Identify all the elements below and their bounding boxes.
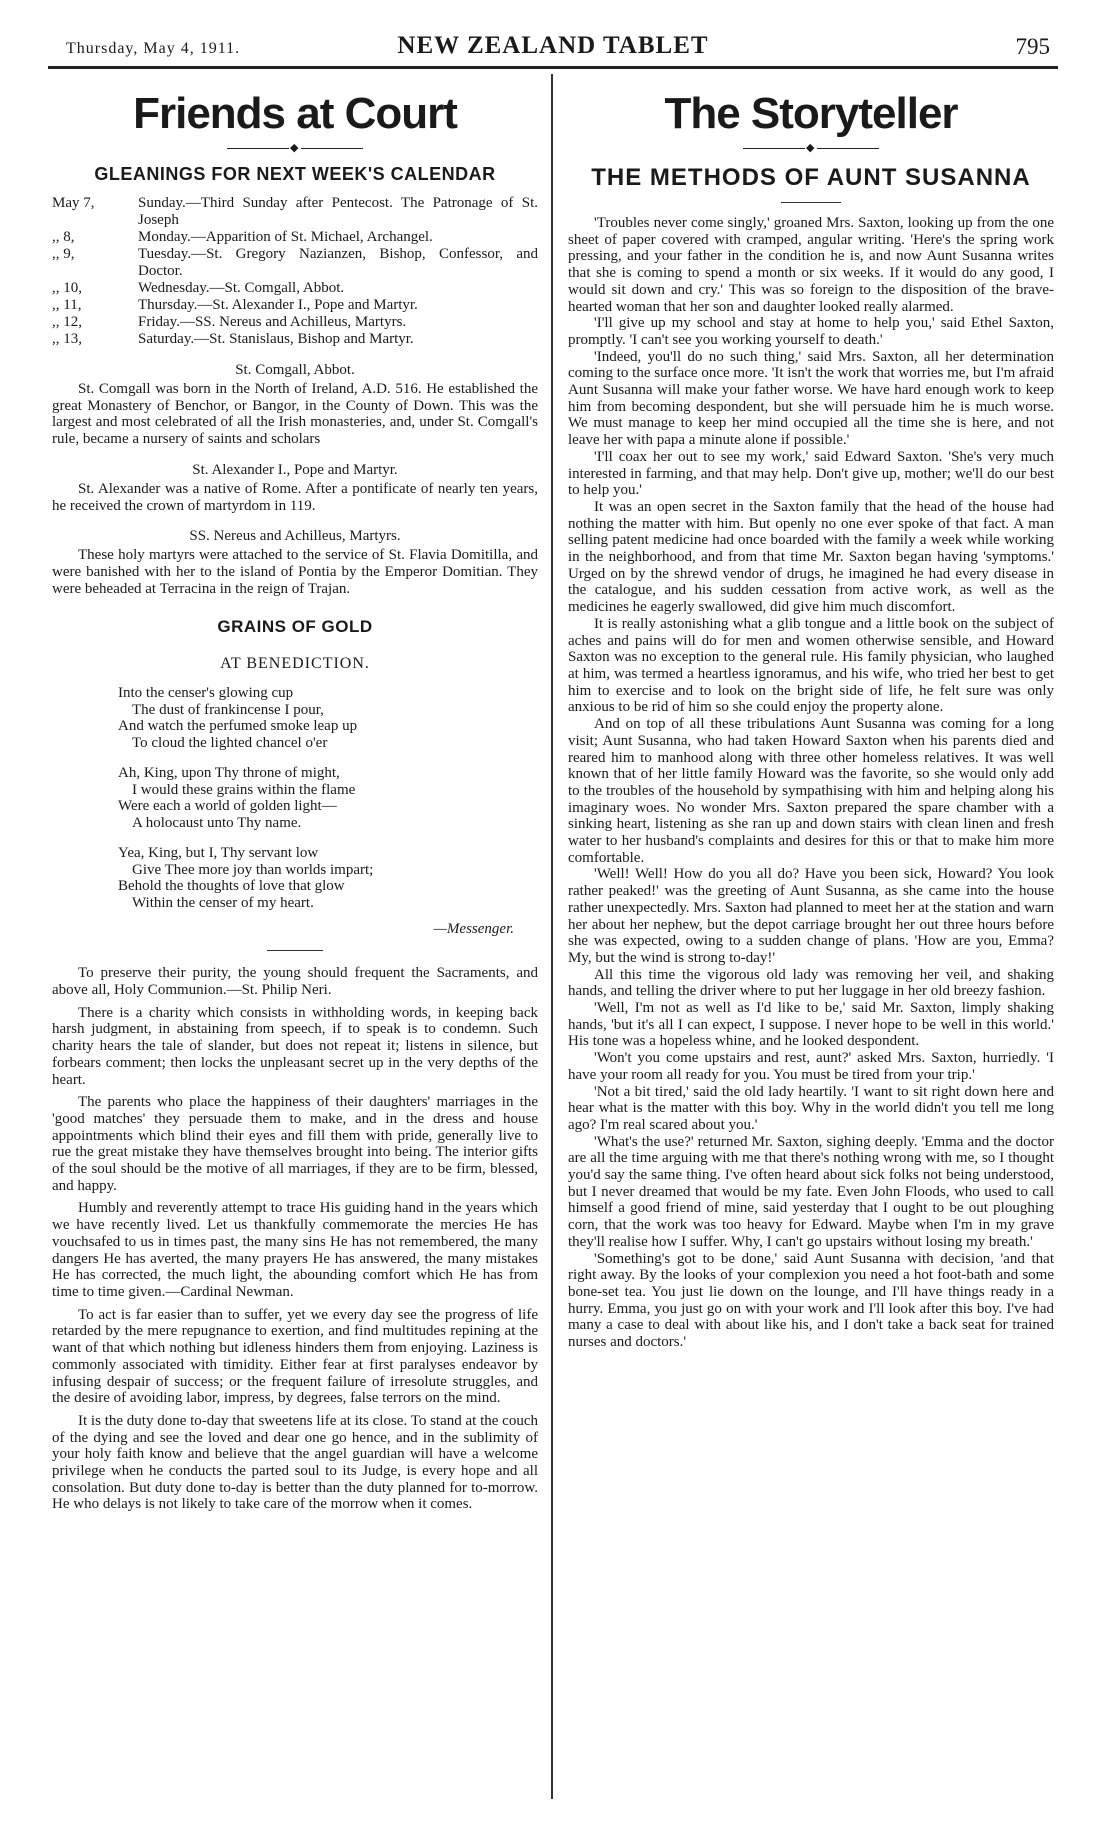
ornament-divider: ◆ — [568, 142, 1054, 156]
page-header — [48, 28, 1058, 68]
saint-title: St. Comgall, Abbot. — [235, 362, 355, 378]
calendar-list — [52, 195, 538, 348]
article-paragraph: To act is far easier than to suffer, yet we every day see the progress of life retarded by the mere repugnance to exertion, and find multitudes repining at the want of that which nothing but idleness hinders them from enjoying. Laziness is commonly associated with timidity. Either fear at first paralyses endeavor by infusing despair of success; or the frequent failure of irresolute struggles, and the desire of avoiding labor, impress, by degrees, false terrors on the mind. — [52, 1306, 538, 1407]
story-paragraph: And on top of all these tribulations Aunt Susanna was coming for a long visit; Aunt Susanna, who had taken Howard Saxton when his parents died and reared him to manhood along with three other homeless relatives. It was well known that of her little family Howard was the favorite, so she would only add to the troubles of the household by sympathising with him and helping along his imaginary woes. No wonder Mrs. Saxton prepared the spare chamber with a sinking heart, listening as she ran up and down stairs with clean linen and fresh water to her husband's complaints and desires for this or that to make him more comfortable. — [568, 716, 1054, 866]
section-rule — [267, 950, 323, 951]
page-number: 795 — [1015, 34, 1050, 59]
calendar-text: Friday.—SS. Nereus and Achilleus, Martyrs. — [138, 314, 407, 330]
poem-line: I would these grains within the flame — [132, 781, 356, 798]
story-paragraph: It was an open secret in the Saxton family that the head of the house had nothing the matter with him. But openly no one ever spoke of that fact. A man selling patent medicine had once boarded with the family a week while working in the neighborhood, and from that time Mr. Saxton began having 'symptoms.' Urged on by the shrewd vendor of drugs, he imagined he had every disease in the catalogue, and his sudden cessation from active work, as well as the medicines he eagerly swallowed, did give him much discomfort. — [568, 498, 1054, 616]
poem-stanza — [118, 685, 538, 751]
issue-date: Thursday, May 4, 1911. — [66, 40, 241, 57]
calendar-text: Saturday.—St. Stanislaus, Bishop and Martyr. — [138, 331, 414, 347]
article-paragraph: The parents who place the happiness of their daughters' marriages in the 'good matches' they persuade them to make, and in the dress and house appointments which blind their eyes and fill them with pride, generally live to rue the great mistake they have themselves brought into being. The interior gifts of the soul should be the motive of all marriages, if they are to be firm, blessed, and happy. — [52, 1094, 538, 1194]
story-paragraph: It is really astonishing what a glib tongue and a little book on the subject of aches and pains will do for men and women otherwise sensible, and Howard Saxton was no exception to the general rule. His family physician, who laughed at him, was termed a heartless ignoramus, and his wife, who tried her best to get him to exercise and to look on the bright side of life, he felt sure was only anxious to be rid of him so she could enjoy the property alone. — [568, 615, 1054, 716]
calendar-row — [52, 297, 538, 314]
calendar-row — [52, 331, 538, 348]
saint-text: St. Comgall was born in the North of Ireland, A.D. 516. He established the great Monastery of Benchor, or Bangor, in the County of Down. This was the largest and most celebrated of all the Irish monasteries, and, under St. Comgall's rule, became a nursery of saints and scholars — [52, 381, 538, 448]
poem-line: And watch the perfumed smoke leap up — [118, 718, 358, 735]
story-paragraph: 'Indeed, you'll do no such thing,' said Mrs. Saxton, all her determination coming to the surface once more. 'It isn't the work that worries me, but I'm afraid Aunt Susanna will make your father worse. We have hard enough work to keep him from becoming despondent, but she will persuade him he is much worse. We must manage to keep her mind occupied all the time she is here, and not leave her with papa a minute alone if possible.' — [568, 348, 1054, 449]
poem-line: A holocaust unto Thy name. — [132, 814, 302, 831]
calendar-row — [52, 246, 538, 280]
calendar-row — [52, 280, 538, 297]
column-divider — [551, 74, 553, 1799]
column-heading-friends-at-court: Friends at Court — [133, 89, 457, 138]
calendar-subheading: GLEANINGS FOR NEXT WEEK'S CALENDAR — [94, 164, 496, 184]
saint-title: SS. Nereus and Achilleus, Martyrs. — [189, 528, 401, 545]
calendar-date: ,, 13, — [52, 331, 82, 347]
poem-title: AT BENEDICTION. — [220, 655, 370, 673]
story-paragraph: All this time the vigorous old lady was removing her veil, and shaking hands, and telling the driver where to put her luggage in her old breezy fashion. — [568, 966, 1054, 1000]
article-paragraph: Humbly and reverently attempt to trace His guiding hand in the years which we have recently lived. Let us thankfully commemorate the mercies He has vouchsafed to us in times past, the many sins He has not remembered, the many dangers He has averted, the many prayers He has answered, the many mistakes He has corrected, the much light, the abounding comfort which He has from time to time given.—Cardinal Newman. — [52, 1200, 538, 1300]
calendar-text: Monday.—Apparition of St. Michael, Archangel. — [138, 229, 433, 245]
story-paragraph: 'What's the use?' returned Mr. Saxton, sighing deeply. 'Emma and the doctor are all the time arguing with me that there's nothing wrong with me, so I thought you'd say the same thing. I've often heard about sick folks not being understood, but I never dreamed that would be my fate. Even John Floods, who used to call himself a good friend of mine, said yesterday that I ought to be out ploughing corn, that the work was too heavy for Edward. Maybe when I'm in my grave they'll realise how I suffer. Why, I can't go upstairs without losing my breath.' — [568, 1133, 1054, 1250]
calendar-date: ,, 10, — [52, 280, 82, 296]
calendar-text: Sunday.—Third Sunday after Pentecost. The Patronage of St. Joseph — [138, 195, 538, 228]
article-paragraph: There is a charity which consists in withholding words, in keeping back harsh judgment, in abstaining from speech, if to speak is to condemn. Such charity hears the tale of slander, but does not repeat it; listens in silence, but forbears comment; then locks the unpleasant secret up in the very depths of the heart. — [52, 1004, 538, 1088]
saint-text: These holy martyrs were attached to the service of St. Flavia Domitilla, and were banished with her to the island of Pontia by the Emperor Domitian. They were beheaded at Terracina in the reign of Trajan. — [52, 547, 538, 597]
calendar-text: Tuesday.—St. Gregory Nazianzen, Bishop, Confessor, and Doctor. — [138, 246, 538, 279]
story-paragraph: 'I'll coax her out to see my work,' said Edward Saxton. 'She's very much interested in farming, and that may help. Don't give up, mother; we'll do our best to help you.' — [568, 448, 1054, 499]
poem-line: Behold the thoughts of love that glow — [118, 878, 345, 895]
poem-signature: —Messenger. — [433, 921, 514, 938]
story-title: THE METHODS OF AUNT SUSANNA — [591, 164, 1031, 191]
poem-line: Give Thee more joy than worlds impart; — [132, 861, 374, 878]
poem-stanza — [118, 845, 538, 911]
saint-text: St. Alexander was a native of Rome. After a pontificate of nearly ten years, he received the crown of martyrdom in 119. — [52, 480, 538, 514]
calendar-date: May 7, — [52, 195, 95, 211]
calendar-date: ,, 8, — [52, 229, 75, 245]
calendar-row — [52, 314, 538, 331]
poem-line: The dust of frankincense I pour, — [132, 701, 324, 718]
poem-line: Into the censer's glowing cup — [118, 685, 294, 702]
story-paragraph: 'Not a bit tired,' said the old lady heartily. 'I want to sit right down here and hear what is the matter with this boy. Why in the world didn't you tell me long ago? I'm real scared about you.' — [568, 1083, 1054, 1133]
story-paragraph: 'I'll give up my school and stay at home to help you,' said Ethel Saxton, promptly. 'I can't see you working yourself to death.' — [568, 315, 1054, 348]
newspaper-title: NEW ZEALAND TABLET — [397, 32, 709, 59]
calendar-row — [52, 229, 538, 246]
story-paragraph: 'Troubles never come singly,' groaned Mrs. Saxton, looking up from the one sheet of paper covered with cramped, angular writing. 'Here's the spring work pressing, and your father in the condition he is, and now Aunt Susanna writes that she is coming to spend a month or six weeks. If it would do any good, I would sit down and cry.' This was so foreign to the disposition of the brave-hearted woman that her son and daughter looked really alarmed. — [568, 215, 1054, 315]
calendar-row — [52, 195, 538, 229]
story-paragraph: 'Something's got to be done,' said Aunt Susanna with decision, 'and that right away. By the looks of your complexion you need a hot foot-bath and some bone-set tea. You just lie down on the lounge, and I'll have things ready in a hurry. Emma, you just go on with your work and I'll look after this boy. I've had many a case to deal with about like his, and I don't take a back seat for trained nurses and doctors.' — [568, 1250, 1054, 1351]
calendar-date: ,, 9, — [52, 246, 75, 262]
article-paragraph: It is the duty done to-day that sweetens life at its close. To stand at the couch of the dying and see the loved and dear one go hence, and in the sublimity of your holy faith know and believe that the angel guardian will have a welcome privilege when he conducts the parted soul to its Judge, is every hope and all consolation. But duty done to-day is better than the duty planned for to-morrow. He who delays is not likely to take care of the morrow when it comes. — [52, 1412, 538, 1513]
column-heading-storyteller: The Storyteller — [664, 89, 958, 138]
poem-line: Ah, King, upon Thy throne of might, — [118, 765, 340, 782]
calendar-date: ,, 12, — [52, 314, 82, 330]
poem-line: Were each a world of golden light— — [118, 798, 337, 815]
header-rule — [48, 66, 1058, 69]
story-paragraph: 'Won't you come upstairs and rest, aunt?' asked Mrs. Saxton, hurriedly. 'I have your room all ready for you. You must be tired from your trip.' — [568, 1050, 1054, 1083]
calendar-date: ,, 11, — [52, 297, 82, 313]
poem-line: Within the censer of my heart. — [132, 894, 314, 911]
right-column — [568, 78, 1054, 1351]
article-paragraph: To preserve their purity, the young should frequent the Sacraments, and above all, Holy Communion.—St. Philip Neri. — [52, 965, 538, 999]
poem-stanza — [118, 765, 538, 831]
saint-title: St. Alexander I., Pope and Martyr. — [192, 461, 398, 478]
poem-line: Yea, King, but I, Thy servant low — [118, 845, 319, 862]
section-rule — [781, 202, 841, 203]
story-paragraph: 'Well, I'm not as well as I'd like to be,' said Mr. Saxton, limply shaking hands, 'but it's all I can expect, I suppose. I never hope to be well in this world.' His tone was a hopeless whine, and he looked despondent. — [568, 1000, 1054, 1050]
grains-of-gold-heading: GRAINS OF GOLD — [217, 617, 373, 637]
calendar-text: Wednesday.—St. Comgall, Abbot. — [138, 280, 345, 296]
poem-line: To cloud the lighted chancel o'er — [132, 734, 328, 751]
story-paragraph: 'Well! Well! How do you all do? Have you been sick, Howard? You look rather peaked!' was the greeting of Aunt Susanna, as she came into the house rather unexpectedly. Mrs. Saxton had planned to meet her at the station and warn her about her nephew, but the depot carriage brought her out three hours before she was expected, owing to a sudden change of plans. 'How are you, Emma? My, but the wind is strong to-day!' — [568, 866, 1054, 966]
ornament-divider: ◆ — [52, 142, 538, 156]
calendar-text: Thursday.—St. Alexander I., Pope and Martyr. — [138, 297, 418, 313]
left-column — [52, 78, 538, 1513]
